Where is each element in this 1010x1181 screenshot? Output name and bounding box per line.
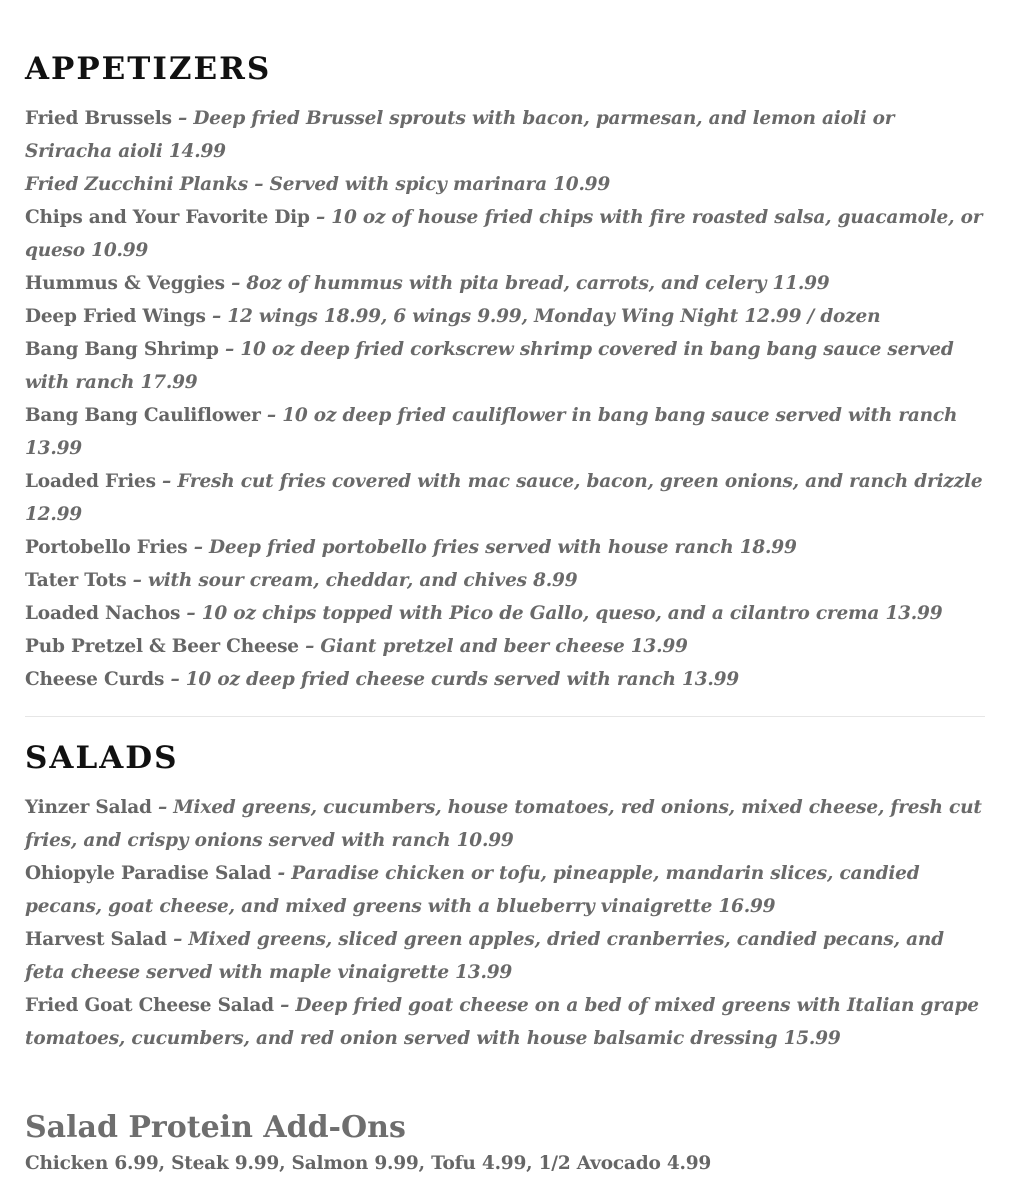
menu-item — [25, 630, 987, 663]
item-name: Portobello Fries — [25, 537, 188, 558]
item-description: – 10 oz deep fried cheese curds served with ranch 13.99 — [164, 669, 739, 690]
item-name: Fried Zucchini Planks – Served with spicy marinara 10.99 — [25, 174, 611, 195]
item-description: – 12 wings 18.99, 6 wings 9.99, Monday Wing Night 12.99 / dozen — [205, 306, 881, 327]
addons-list: Chicken 6.99, Steak 9.99, Salmon 9.99, Tofu 4.99, 1/2 Avocado 4.99 — [25, 1153, 712, 1174]
menu-item — [25, 300, 987, 333]
menu-item — [25, 399, 987, 465]
appetizers-heading: APPETIZERS — [25, 51, 272, 87]
item-description: – 10 oz deep fried cauliflower in bang bang sauce served with ranch 13.99 — [25, 405, 958, 459]
addons-heading: Salad Protein Add-Ons — [25, 1110, 406, 1145]
item-description: - Paradise chicken or tofu, pineapple, mandarin slices, candied pecans, goat cheese, and mixed greens with a blueberry vinaigrette 16.99 — [25, 863, 920, 917]
item-description: – 10 oz of house fried chips with fire roasted salsa, guacamole, or queso 10.99 — [25, 207, 983, 261]
appetizers-list — [25, 102, 987, 696]
menu-item — [25, 564, 987, 597]
item-name: Fried Brussels — [25, 108, 172, 129]
menu-page — [25, 50, 987, 1181]
item-name: Loaded Fries — [25, 471, 156, 492]
item-name: Bang Bang Cauliflower — [25, 405, 261, 426]
item-description: – Mixed greens, sliced green apples, dried cranberries, candied pecans, and feta cheese served with maple vinaigrette 13.99 — [25, 929, 944, 983]
item-description: – 10 oz deep fried corkscrew shrimp covered in bang bang sauce served with ranch 17.99 — [25, 339, 954, 393]
menu-item — [25, 597, 987, 630]
item-description: – Deep fried goat cheese on a bed of mixed greens with Italian grape tomatoes, cucumbers, and red onion served with house balsamic dressing 15.99 — [25, 995, 979, 1049]
salads-list — [25, 791, 987, 1055]
menu-item — [25, 102, 987, 168]
item-name: Loaded Nachos — [25, 603, 181, 624]
item-name: Ohiopyle Paradise Salad — [25, 863, 272, 884]
item-description: – Giant pretzel and beer cheese 13.99 — [298, 636, 688, 657]
menu-item — [25, 168, 987, 201]
item-description: – Fresh cut fries covered with mac sauce, bacon, green onions, and ranch drizzle 12.99 — [25, 471, 983, 525]
menu-item — [25, 857, 987, 923]
item-name: Deep Fried Wings — [25, 306, 206, 327]
item-name: Pub Pretzel & Beer Cheese — [25, 636, 299, 657]
item-name: Harvest Salad — [25, 929, 167, 950]
item-description: – 8oz of hummus with pita bread, carrots, and celery 11.99 — [224, 273, 830, 294]
item-name: Chips and Your Favorite Dip — [25, 207, 310, 228]
item-description: – Mixed greens, cucumbers, house tomatoes, red onions, mixed cheese, fresh cut fries, and crispy onions served with ranch 10.99 — [25, 797, 982, 851]
menu-item — [25, 989, 987, 1055]
item-name: Tater Tots — [25, 570, 127, 591]
item-name: Cheese Curds — [25, 669, 165, 690]
menu-item — [25, 663, 987, 696]
menu-item — [25, 791, 987, 857]
item-description: – 10 oz chips topped with Pico de Gallo, queso, and a cilantro crema 13.99 — [180, 603, 943, 624]
item-name: Bang Bang Shrimp — [25, 339, 219, 360]
menu-item — [25, 923, 987, 989]
item-description: – Deep fried Brussel sprouts with bacon, parmesan, and lemon aioli or Sriracha aioli 14.99 — [25, 108, 895, 162]
menu-item — [25, 531, 987, 564]
item-name: Yinzer Salad — [25, 797, 152, 818]
item-name: Hummus & Veggies — [25, 273, 225, 294]
section-divider — [25, 716, 985, 717]
item-name: Fried Goat Cheese Salad — [25, 995, 274, 1016]
menu-item — [25, 465, 987, 531]
item-description: – with sour cream, cheddar, and chives 8.99 — [126, 570, 578, 591]
menu-item — [25, 267, 987, 300]
menu-item — [25, 201, 987, 267]
item-description: – Deep fried portobello fries served with house ranch 18.99 — [187, 537, 797, 558]
menu-item — [25, 333, 987, 399]
salads-heading: SALADS — [25, 740, 179, 776]
